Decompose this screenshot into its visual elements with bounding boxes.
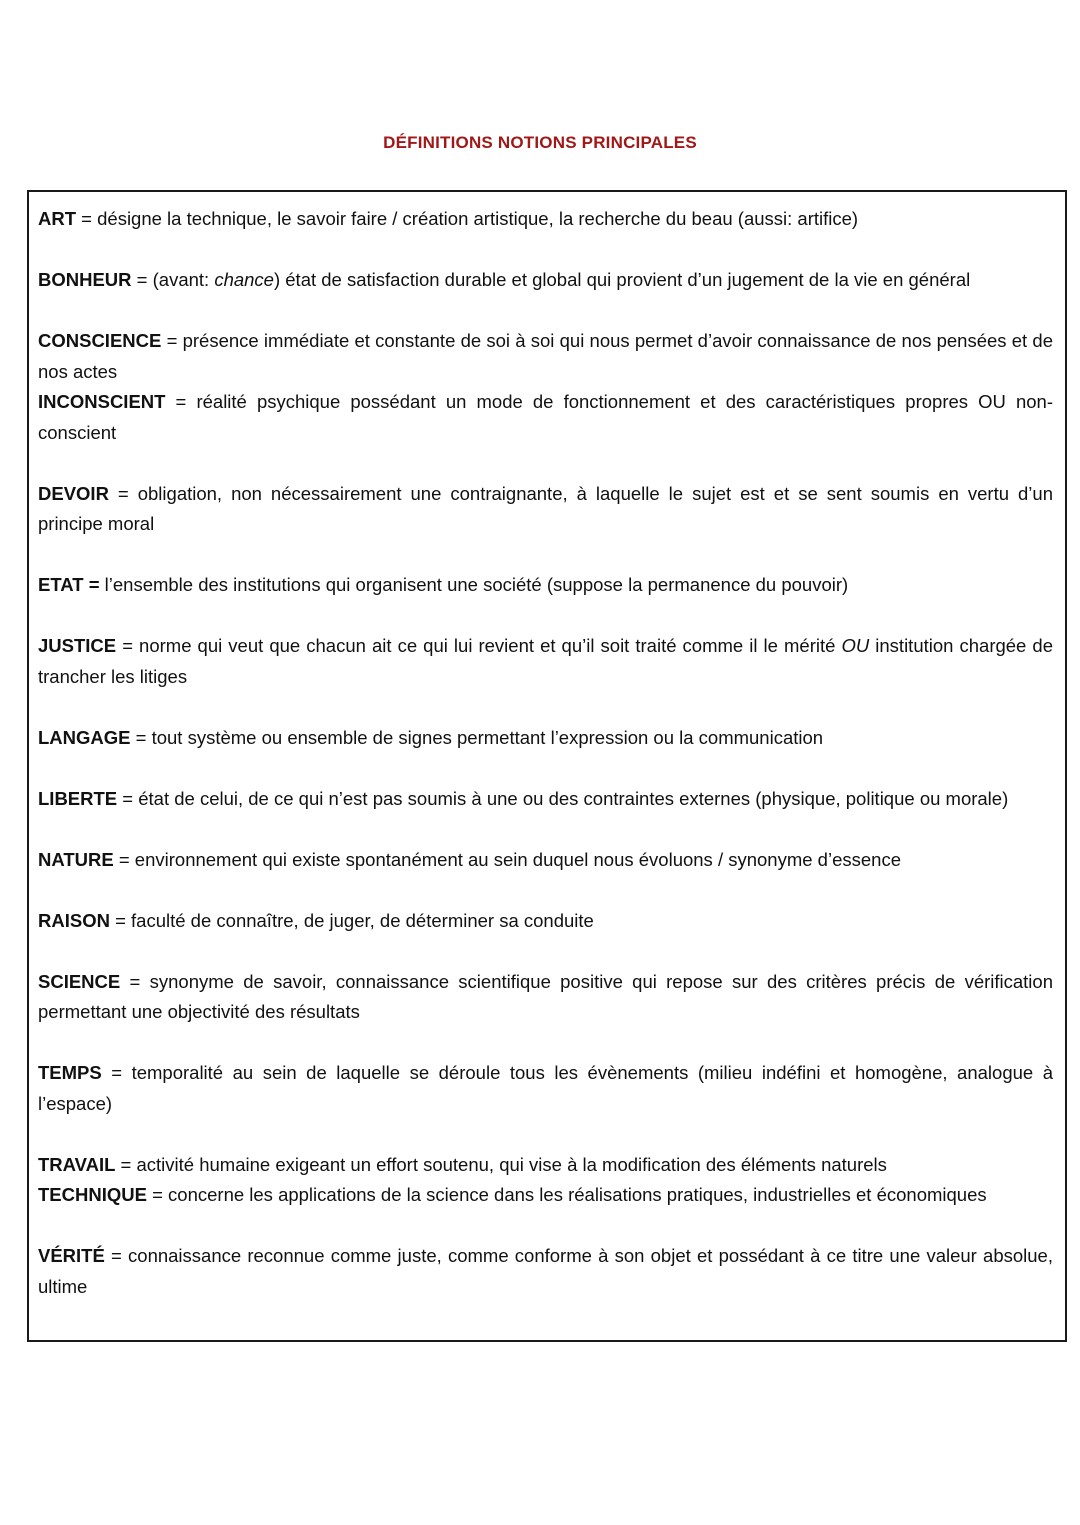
definition-bonheur xyxy=(38,265,1053,296)
term-science: SCIENCE xyxy=(38,970,121,992)
definition-text-art: = désigne la technique, le savoir faire / création artistique, la recherche du beau (aussi: artifice) xyxy=(76,208,859,229)
definition-devoir xyxy=(38,479,1053,540)
definition-text-raison: = faculté de connaître, de juger, de déterminer sa conduite xyxy=(109,909,594,931)
definition-travail xyxy=(38,1150,1053,1181)
definition-text-etat: l’ensemble des institutions qui organisent une société (suppose la permanence du pouvoir) xyxy=(99,574,849,595)
term-inconscient: INCONSCIENT xyxy=(38,391,166,412)
definition-temps xyxy=(38,1058,1053,1119)
term-justice: JUSTICE xyxy=(38,635,117,656)
definition-text-nature: = environnement qui existe spontanément au sein duquel nous évoluons / synonyme d’essence xyxy=(113,848,901,870)
definition-technique xyxy=(38,1180,1053,1211)
term-temps: TEMPS xyxy=(38,1062,102,1083)
term-devoir: DEVOIR xyxy=(38,482,109,504)
definition-text-conscience: = présence immédiate et constante de soi à soi qui nous permet d’avoir connaissance de nos pensées et de nos actes xyxy=(38,330,1053,382)
definition-verite xyxy=(38,1241,1053,1302)
term-raison: RAISON xyxy=(38,909,110,931)
definition-art xyxy=(38,204,1053,235)
term-liberte: LIBERTE xyxy=(38,787,118,809)
definition-text-justice-end: institution chargée de trancher les litiges xyxy=(38,635,1053,687)
definition-text-langage: = tout système ou ensemble de signes permettant l’expression ou la communication xyxy=(130,726,824,748)
definition-text-devoir: = obligation, non nécessairement une contraignante, à laquelle le sujet est et se sent soumis en vertu d’un principe moral xyxy=(38,482,1053,534)
definition-text-bonheur-start: = (avant: xyxy=(131,269,215,290)
definition-justice xyxy=(38,631,1053,692)
definitions-box xyxy=(27,190,1067,1342)
definition-text-bonheur-end: ) état de satisfaction durable et global qui provient d’un jugement de la vie en général xyxy=(273,269,971,290)
definition-text-technique: = concerne les applications de la science dans les réalisations pratiques, industrielles et économiques xyxy=(146,1184,987,1205)
definition-text-temps: = temporalité au sein de laquelle se déroule tous les évènements (milieu indéfini et homogène, analogue à l’espace) xyxy=(38,1062,1053,1114)
definition-etat xyxy=(38,570,1053,601)
definition-text-verite: = connaissance reconnue comme juste, comme conforme à son objet et possédant à ce titre une valeur absolue, ultime xyxy=(38,1245,1053,1297)
term-langage: LANGAGE xyxy=(38,726,131,748)
term-verite: VÉRITÉ xyxy=(38,1245,105,1266)
definition-text-bonheur-italic: chance xyxy=(214,269,274,290)
definition-text-liberte: = état de celui, de ce qui n’est pas soumis à une ou des contraintes externes (physique, politique ou morale) xyxy=(117,787,1009,809)
definition-text-inconscient: = réalité psychique possédant un mode de fonctionnement et des caractéristiques propres OU non-conscient xyxy=(38,391,1053,443)
definition-liberte xyxy=(38,784,1053,815)
term-nature: NATURE xyxy=(38,848,114,870)
definition-nature xyxy=(38,845,1053,876)
definition-text-science: = synonyme de savoir, connaissance scientifique positive qui repose sur des critères précis de vérification permettant une objectivité des résultats xyxy=(38,970,1053,1022)
definition-inconscient xyxy=(38,387,1053,448)
definition-conscience xyxy=(38,326,1053,387)
definition-text-justice-italic: OU xyxy=(841,635,870,656)
term-bonheur: BONHEUR xyxy=(38,269,132,290)
term-travail: TRAVAIL xyxy=(38,1153,116,1175)
term-etat: ETAT = xyxy=(38,574,100,595)
definition-text-travail: = activité humaine exigeant un effort soutenu, qui vise à la modification des éléments naturels xyxy=(115,1153,887,1175)
definition-raison xyxy=(38,906,1053,937)
page-title: DÉFINITIONS NOTIONS PRINCIPALES xyxy=(383,133,697,152)
term-art: ART xyxy=(38,208,77,229)
definition-science xyxy=(38,967,1053,1028)
term-conscience: CONSCIENCE xyxy=(38,330,162,351)
definition-text-justice-start: = norme qui veut que chacun ait ce qui lui revient et qu’il soit traité comme il le mérité xyxy=(116,635,842,656)
term-technique: TECHNIQUE xyxy=(38,1184,147,1205)
definition-langage xyxy=(38,723,1053,754)
